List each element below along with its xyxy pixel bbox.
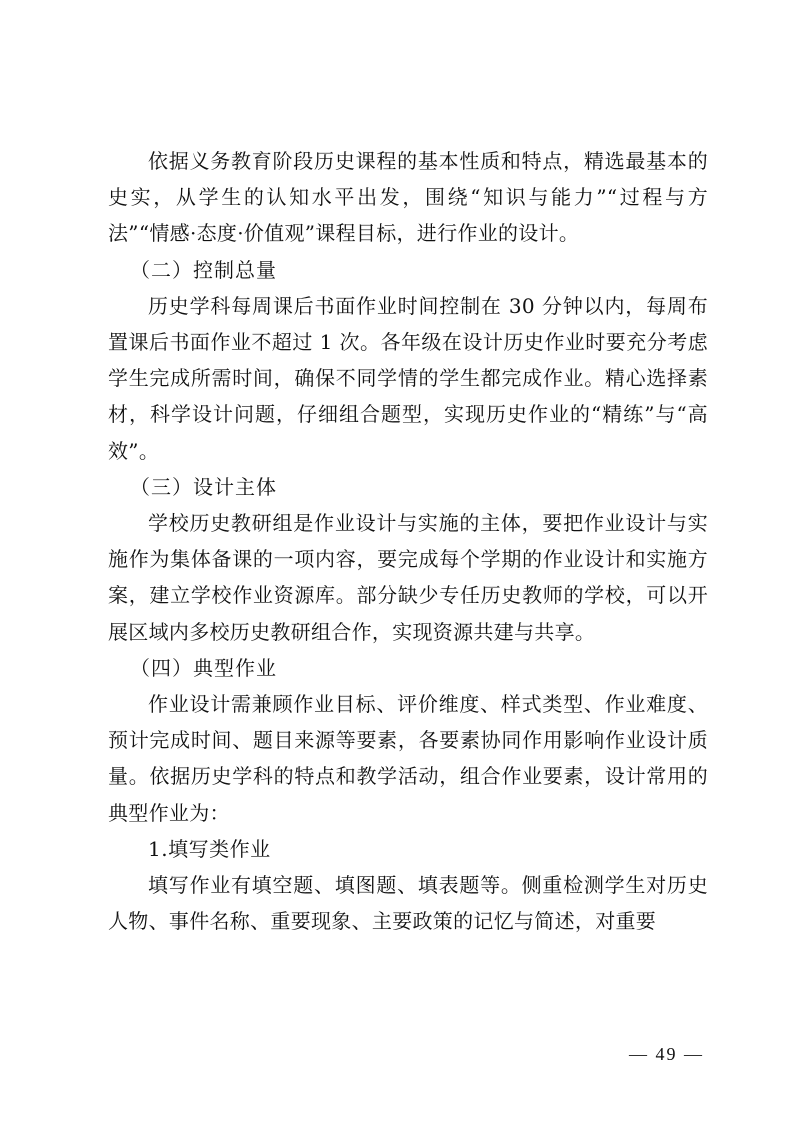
paragraph-typical-homework: 作业设计需兼顾作业目标、评价维度、样式类型、作业难度、预计完成时间、题目来源等要素，各要素协同作用影响作业设计质量。依据历史学科的特点和教学活动，组合作业要素，设计常用的典型作业为： <box>108 692 708 825</box>
page-number: — 49 — <box>629 1044 704 1064</box>
section-heading-design-subject: （三）设计主体 <box>130 474 277 499</box>
paragraph-basis: 依据义务教育阶段历史课程的基本性质和特点，精选最基本的史实，从学生的认知水平出发，围绕“知识与能力”“过程与方法”“情感·态度·价值观”课程目标，进行作业的设计。 <box>108 149 708 246</box>
paragraph-fill-in-homework: 填写作业有填空题、填图题、填表题等。侧重检测学生对历史人物、事件名称、重要现象、主要政策的记忆与简述，对重要 <box>108 873 708 934</box>
section-heading-control-total: （二）控制总量 <box>130 257 277 282</box>
paragraph-design-subject: 学校历史教研组是作业设计与实施的主体，要把作业设计与实施作为集体备课的一项内容，要完成每个学期的作业设计和实施方案，建立学校作业资源库。部分缺少专任历史教师的学校，可以开展区域内多校历史教研组合作，实现资源共建与共享。 <box>108 511 708 644</box>
section-heading-typical-homework: （四）典型作业 <box>130 655 277 680</box>
subheading-fill-in-homework: 1.填写类作业 <box>148 836 271 861</box>
document-body <box>108 143 708 939</box>
paragraph-control-total: 历史学科每周课后书面作业时间控制在 30 分钟以内，每周布置课后书面作业不超过 1 次。各年级在设计历史作业时要充分考虑学生完成所需时间，确保不同学情的学生都完成作业。精心选择素材，科学设计问题，仔细组合题型，实现历史作业的“精练”与“高效”。 <box>108 293 708 463</box>
